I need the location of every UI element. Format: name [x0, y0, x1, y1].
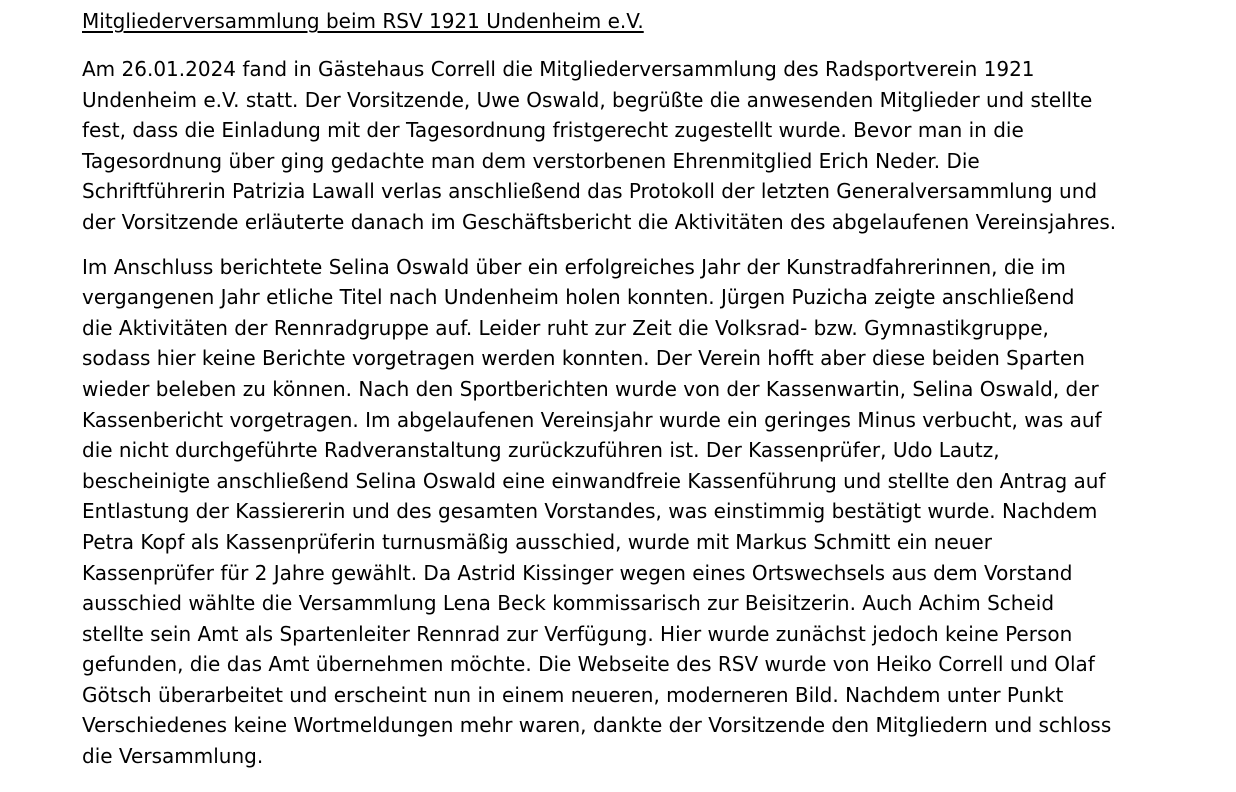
document-title: Mitgliederversammlung beim RSV 1921 Undenheim e.V.	[82, 9, 644, 33]
text-line: stellte sein Amt als Spartenleiter Rennrad zur Verfügung. Hier wurde zunächst jedoch keine Person	[82, 621, 1073, 646]
text-line: die Aktivitäten der Rennradgruppe auf. Leider ruht zur Zeit die Volksrad- bzw. Gymnastikgruppe,	[82, 315, 1049, 340]
text-line: Undenheim e.V. statt. Der Vorsitzende, Uwe Oswald, begrüßte die anwesenden Mitglieder und stellte	[82, 87, 1093, 112]
text-line: Petra Kopf als Kassenprüferin turnusmäßig ausschied, wurde mit Markus Schmitt ein neuer	[82, 529, 992, 554]
text-line: ausschied wählte die Versammlung Lena Beck kommissarisch zur Beisitzerin. Auch Achim Scheid	[82, 591, 1055, 616]
text-line: Im Anschluss berichtete Selina Oswald über ein erfolgreiches Jahr der Kunstradfahrerinnen, die im	[82, 254, 1066, 279]
text-line: Götsch überarbeitet und erscheint nun in einem neueren, moderneren Bild. Nachdem unter Punkt	[82, 682, 1064, 707]
paragraph-reports	[82, 252, 1222, 772]
text-line: wieder beleben zu können. Nach den Sportberichten wurde von der Kassenwartin, Selina Oswald, der	[82, 376, 1099, 401]
text-line: die nicht durchgeführte Radveranstaltung zurückzuführen ist. Der Kassenprüfer, Udo Lautz,	[82, 438, 1000, 463]
text-line: Entlastung der Kassiererin und des gesamten Vorstandes, was einstimmig bestätigt wurde. Nachdem	[82, 499, 1098, 524]
text-line: Tagesordnung über ging gedachte man dem verstorbenen Ehrenmitglied Erich Neder. Die	[82, 148, 980, 173]
paragraph-opening	[82, 54, 1222, 238]
text-line: fest, dass die Einladung mit der Tagesordnung fristgerecht zugestellt wurde. Bevor man in die	[82, 118, 1024, 143]
text-line: die Versammlung.	[82, 744, 264, 769]
text-line: Kassenbericht vorgetragen. Im abgelaufenen Vereinsjahr wurde ein geringes Minus verbucht, was auf	[82, 407, 1102, 432]
document-page	[82, 6, 1222, 772]
text-line: bescheinigte anschließend Selina Oswald eine einwandfreie Kassenführung und stellte den Antrag auf	[82, 468, 1106, 493]
text-line: Verschiedenes keine Wortmeldungen mehr waren, dankte der Vorsitzende den Mitgliedern und schloss	[82, 713, 1112, 738]
text-line: sodass hier keine Berichte vorgetragen werden konnten. Der Verein hofft aber diese beiden Sparten	[82, 346, 1085, 371]
text-line: der Vorsitzende erläuterte danach im Geschäftsbericht die Aktivitäten des abgelaufenen Vereinsjahres.	[82, 209, 1117, 234]
text-line: vergangenen Jahr etliche Titel nach Undenheim holen konnten. Jürgen Puzicha zeigte anschließend	[82, 285, 1075, 310]
text-line: gefunden, die das Amt übernehmen möchte. Die Webseite des RSV wurde von Heiko Correll und Olaf	[82, 652, 1095, 677]
text-line: Schriftführerin Patrizia Lawall verlas anschließend das Protokoll der letzten Generalversammlung und	[82, 179, 1098, 204]
text-line: Kassenprüfer für 2 Jahre gewählt. Da Astrid Kissinger wegen eines Ortswechsels aus dem Vorstand	[82, 560, 1073, 585]
text-line: Am 26.01.2024 fand in Gästehaus Correll die Mitgliederversammlung des Radsportverein 1921	[82, 57, 1035, 81]
